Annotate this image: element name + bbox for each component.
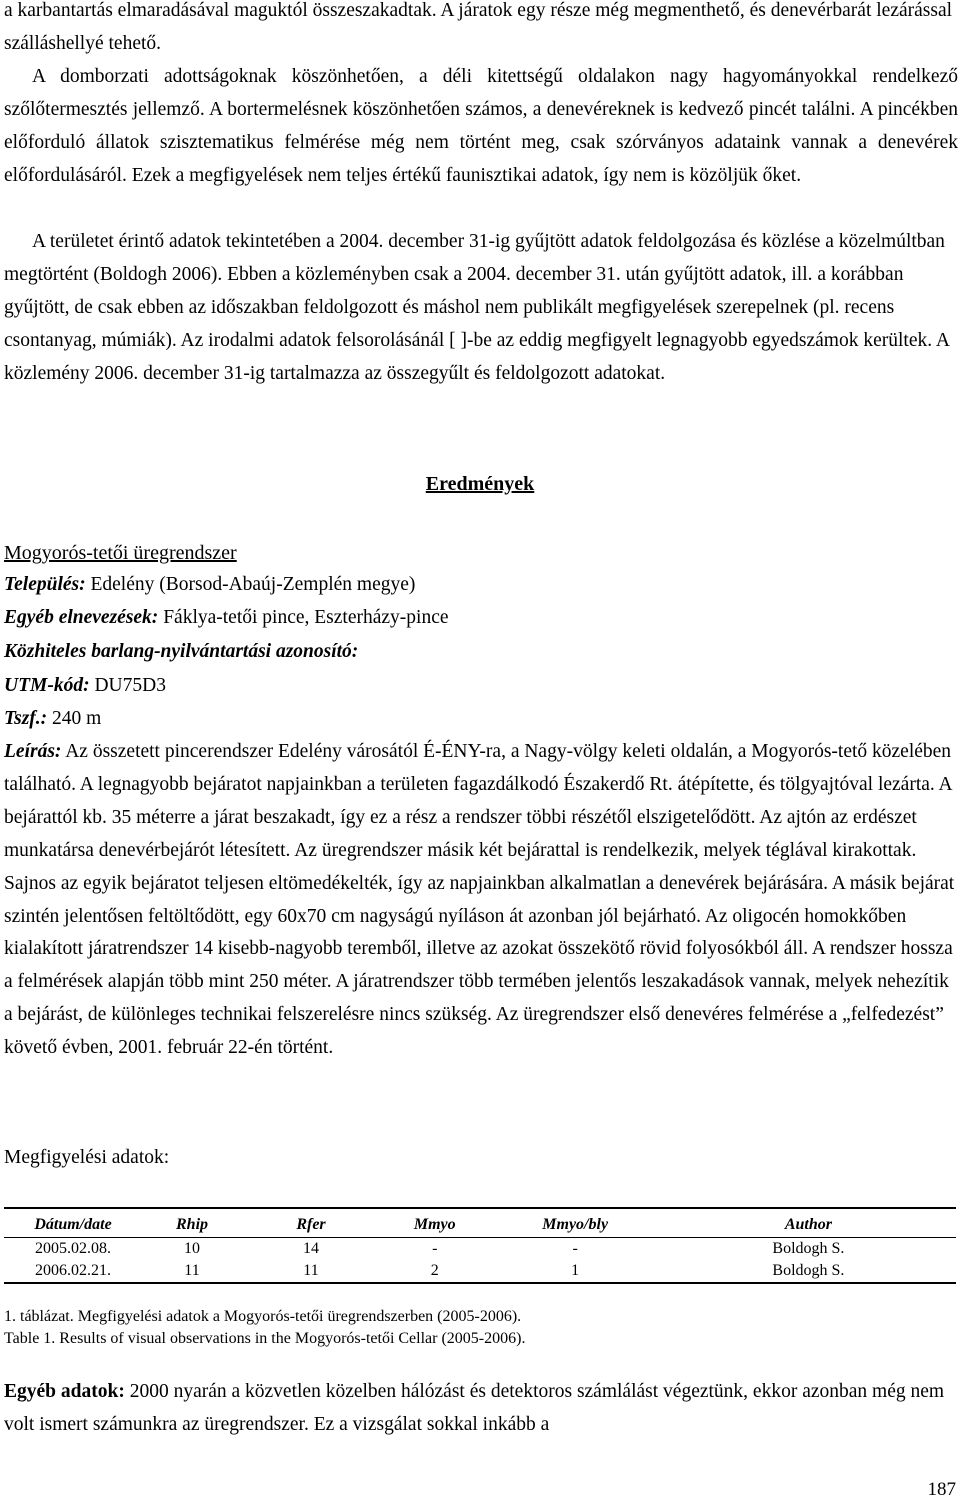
cell-rhip: 10 [184, 1240, 200, 1257]
other-data-text: 2000 nyarán a közvetlen közelben hálózást és detektoros számlálást végeztünk, ekkor azonban még nem volt ismert számunkra az üregrendszer. Ez a vizsgálat sokkal inkább a [4, 1381, 945, 1435]
cell-author: Boldogh S. [772, 1262, 845, 1279]
other-data-label: Egyéb adatok: [4, 1381, 125, 1402]
table-row [4, 1238, 956, 1261]
other-names-label: Egyéb elnevezések: [4, 607, 159, 628]
header-mmyo: Mmyo [413, 1216, 456, 1233]
cell-mmyo-bly: - [572, 1240, 578, 1257]
other-names-field [4, 602, 449, 634]
settlement-field [4, 569, 415, 601]
header-date: Dátum/date [34, 1216, 112, 1233]
cell-rhip: 11 [184, 1262, 200, 1279]
altitude-label: Tszf.: [4, 708, 48, 729]
table-caption-hu: 1. táblázat. Megfigyelési adatok a Mogyorós-tetői üregrendszerben (2005-2006). [4, 1308, 522, 1325]
utm-value: DU75D3 [94, 675, 166, 696]
header-rhip: Rhip [176, 1216, 209, 1233]
header-rfer: Rfer [296, 1216, 326, 1233]
cell-author: Boldogh S. [772, 1240, 845, 1257]
table-row [4, 1260, 956, 1283]
cell-date: 2006.02.21. [35, 1262, 112, 1279]
altitude-field [4, 703, 101, 735]
page-number: 187 [927, 1479, 956, 1500]
cell-rfer: 14 [303, 1240, 319, 1257]
description-label: Leírás: [4, 741, 62, 762]
utm-label: UTM-kód: [4, 675, 90, 696]
header-author: Author [784, 1216, 832, 1233]
other-names-value: Fáklya-tetői pince, Eszterházy-pince [163, 607, 449, 628]
cell-date: 2005.02.08. [35, 1240, 112, 1257]
table-caption-en: Table 1. Results of visual observations in the Mogyorós-tetői Cellar (2005-2006). [4, 1330, 526, 1347]
cave-name: Mogyorós-tetői üregrendszer [4, 542, 237, 564]
utm-field [4, 670, 166, 702]
settlement-value: Edelény (Borsod-Abaúj-Zemplén megye) [90, 574, 416, 595]
other-data-paragraph [4, 1376, 958, 1442]
altitude-value: 240 m [52, 708, 102, 729]
table-header-row [4, 1208, 956, 1238]
cell-rfer: 11 [303, 1262, 319, 1279]
registry-label: Közhiteles barlang-nyilvántartási azonosító: [4, 641, 359, 662]
cell-mmyo-bly: 1 [571, 1262, 580, 1279]
intro-paragraph-1: a karbantartás elmaradásával maguktól összeszakadtak. A járatok egy része még megmenthető, és denevérbarát lezárással szálláshellyé tehető. [4, 0, 953, 54]
observations-label: Megfigyelési adatok: [4, 1147, 170, 1168]
description-text: Az összetett pincerendszer Edelény városától É-ÉNY-ra, a Nagy-völgy keleti oldalán, a Mogyorós-tető közelében található. A legnagyobb bejáratot napjainkban a területen fagazdálkodó Északerdő Rt. átépítette, és tölgyajtóval lezárta. A bejárattól kb. 35 méterre a járat beszakadt, így ez a rész a rendszer többi részétől elszigetelődött. Az ajtón az erdészet munkatársa denevérbejárót létesített. Az üregrendszer másik két bejárattal is rendelkezik, melyek téglával kirakottak. Sajnos az egyik bejáratot teljesen eltömedékelték, így az napjainkban alkalmatlan a denevérek bejárására. A másik bejárat szintén jelentősen feltöltődött, egy 60x70 cm nagyságú nyíláson át azonban jól bejárható. Az oligocén homokkőben kialakított járatrendszer 14 kisebb-nagyobb teremből, illetve az azokat összekötő rövid folyosókból áll. A rendszer hossza a felmérések alapján több mint 250 méter. A járatrendszer több termében jelentős leszakadások vannak, melyek nehezítik a bejárást, de különleges technikai felszerelésre nincs szükség. Az üregrendszer első denevéres felmérése a „felfedezést” követő évben, 2001. február 22-én történt. [4, 741, 955, 1059]
observation-table [4, 1207, 956, 1284]
intro-paragraph-2: A domborzati adottságoknak köszönhetően, a déli kitettségű oldalakon nagy hagyományokkal rendelkező szőlőtermesztés jellemző. A bortermelésnek köszönhetően számos, a denevéreknek is kedvező pincét találni. A pincékben előforduló állatok szisztematikus felmérése még nem történt meg, csak szórványos adataink vannak a denevérek előfordulásáról. Ezek a megfigyelések nem teljes értékű faunisztikai adatok, így nem is közöljük őket. [4, 66, 958, 186]
settlement-label: Település: [4, 574, 86, 595]
cell-mmyo: - [432, 1240, 438, 1257]
intro-paragraph-3: A területet érintő adatok tekintetében a 2004. december 31-ig gyűjtött adatok feldolgozása és közlése a közelmúltban megtörtént (Boldogh 2006). Ebben a közleményben csak a 2004. december 31. után gyűjtött adatok, ill. a korábban gyűjtött, de csak ebben az időszakban feldolgozott és máshol nem publikált megfigyelések szerepelnek (pl. recens csontanyag, múmiák). Az irodalmi adatok felsorolásánál [ ]-be az eddig megfigyelt legnagyobb egyedszámok kerültek. A közlemény 2006. december 31-ig tartalmazza az összegyűlt és feldolgozott adatokat. [4, 231, 949, 384]
registry-field [4, 636, 358, 668]
header-mmyo-bly: Mmyo/bly [542, 1216, 609, 1233]
description-paragraph [4, 736, 958, 1065]
section-heading: Eredmények [425, 473, 535, 495]
cell-mmyo: 2 [430, 1262, 439, 1279]
